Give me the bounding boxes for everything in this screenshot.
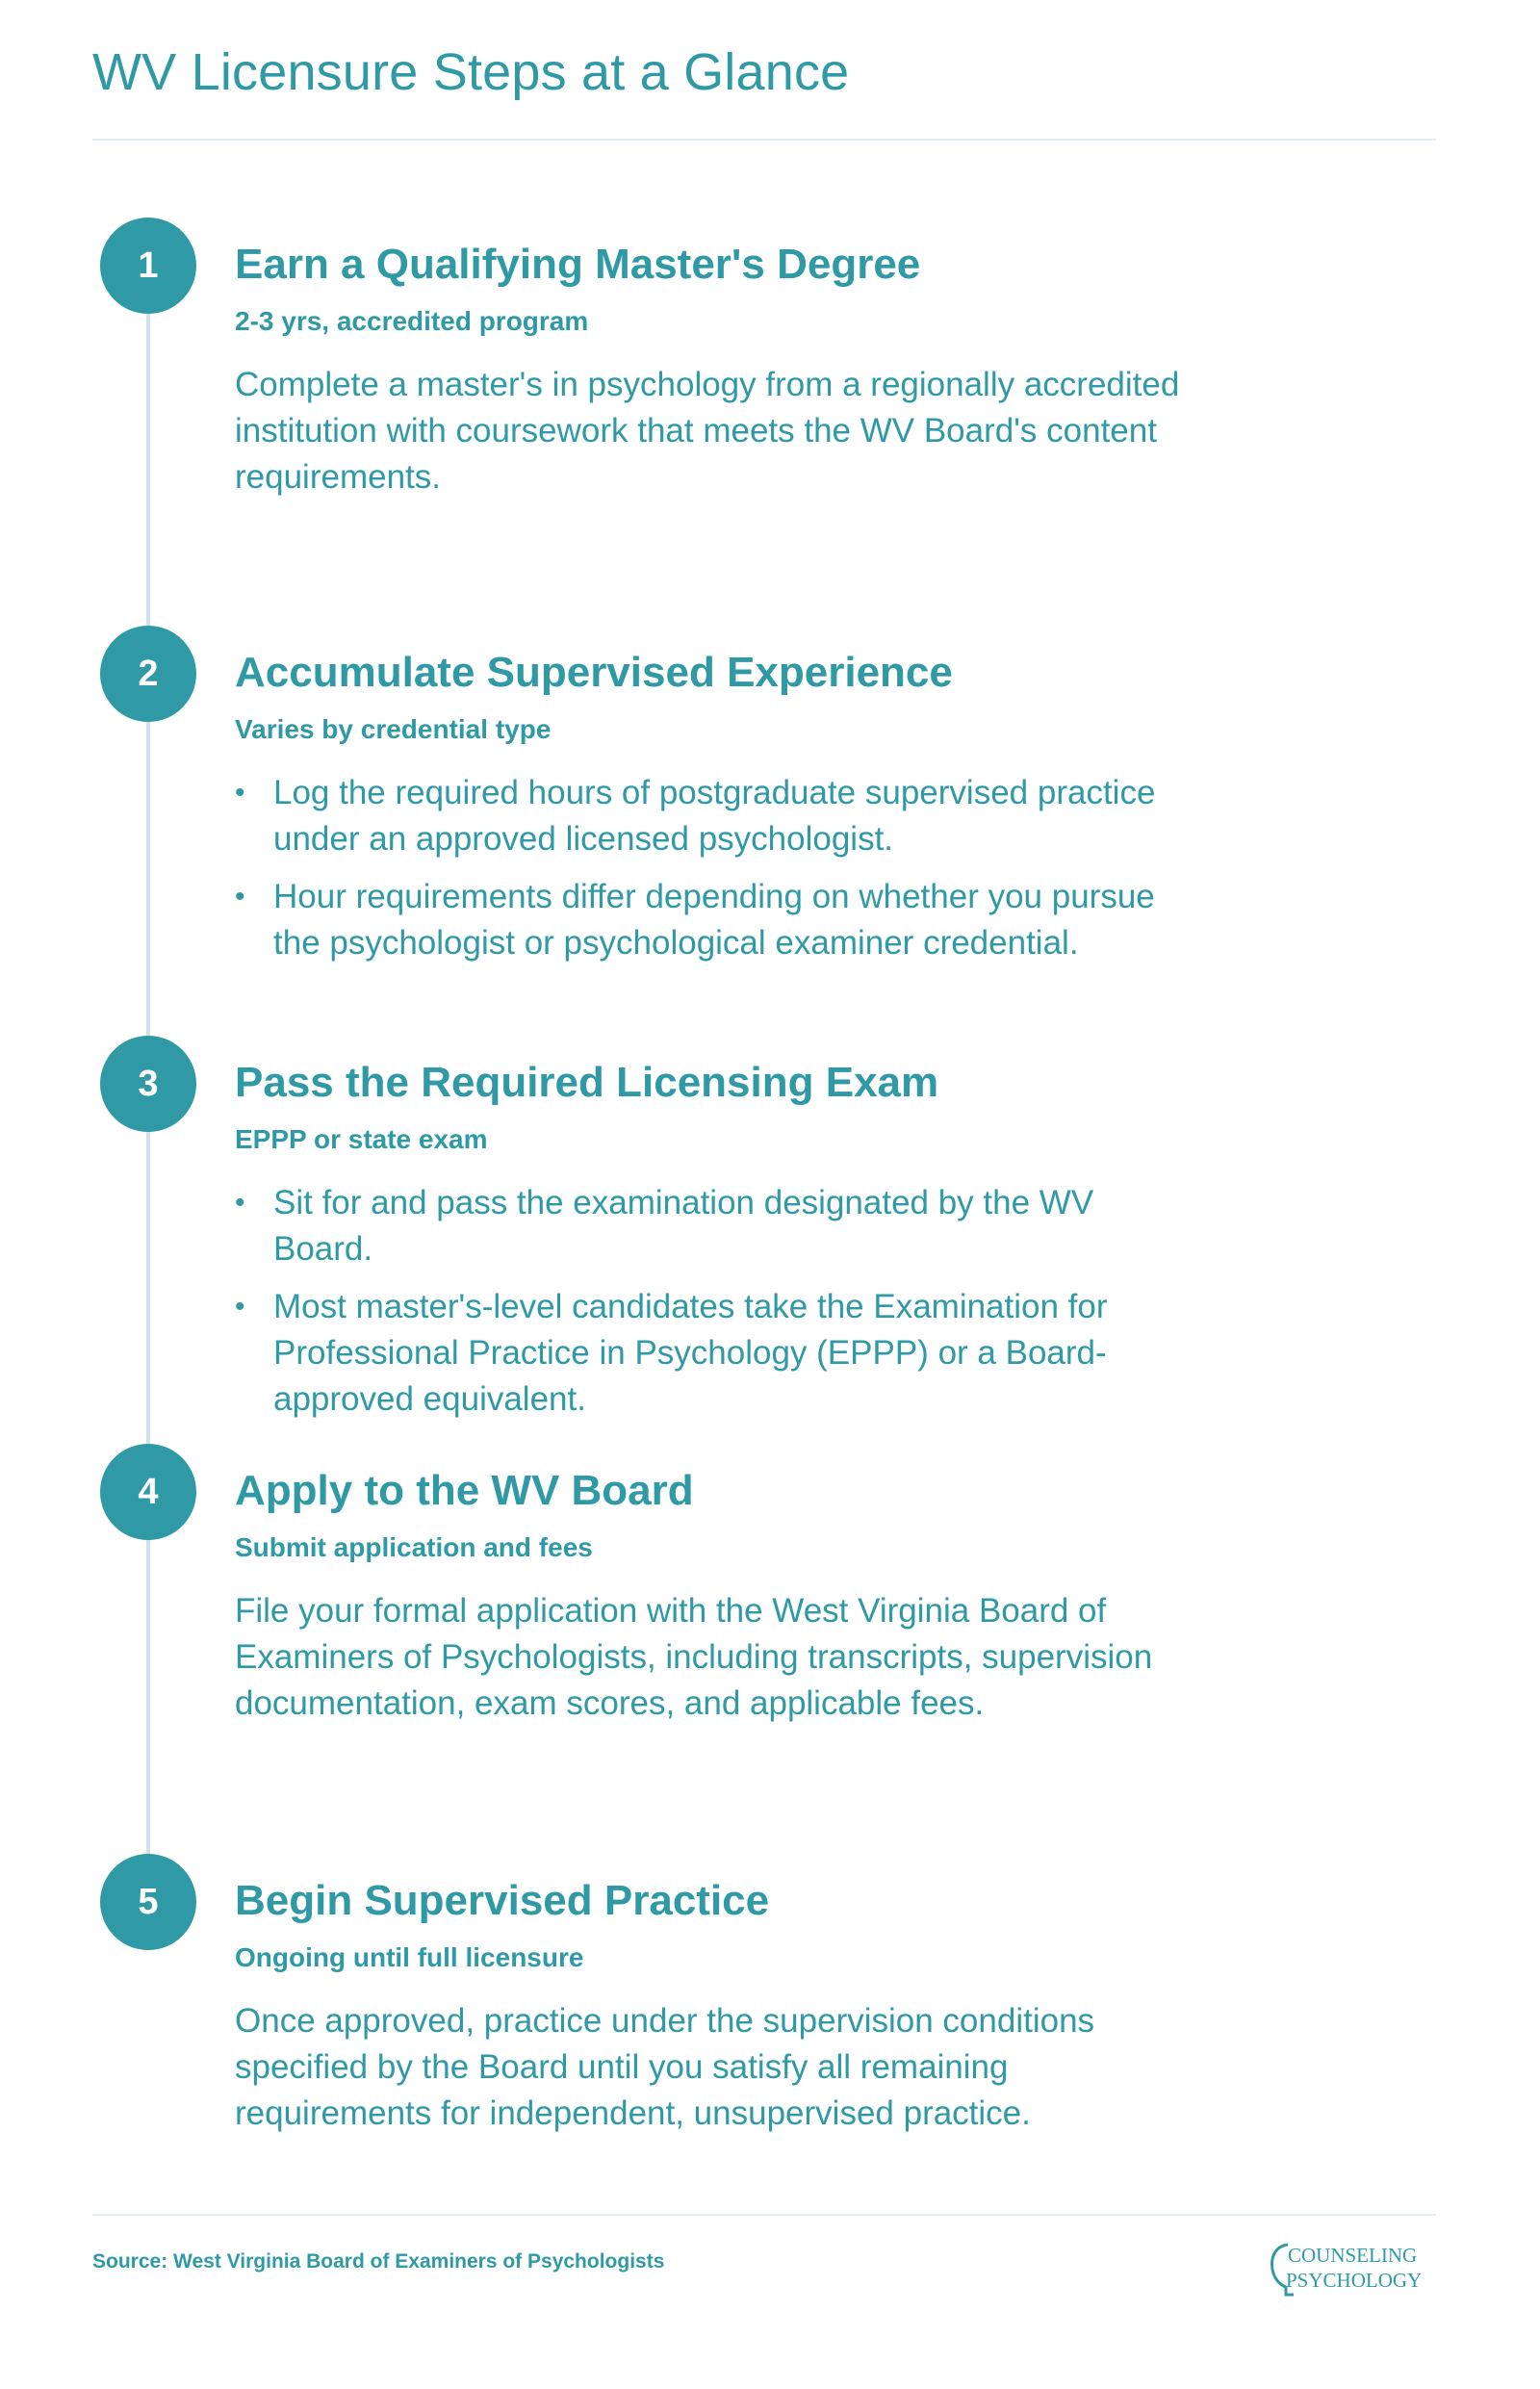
- list-item-text: Log the required hours of postgraduate supervised practice under an approved licensed psychologist.: [273, 774, 1156, 858]
- step-number-badge: 5: [100, 1854, 196, 1950]
- list-item-text: Most master's-level candidates take the Examination for Professional Practice in Psychology (EPPP) or a Board-approved equivalent.: [273, 1288, 1108, 1418]
- list-item: [235, 1284, 1197, 1423]
- step-number-badge: 4: [100, 1444, 196, 1540]
- step-title: Earn a Qualifying Master's Degree: [235, 241, 921, 288]
- step-subtitle: Varies by credential type: [235, 714, 552, 744]
- step-subtitle: Submit application and fees: [235, 1532, 593, 1562]
- logo-text-counseling: COUNSELING: [1288, 2244, 1418, 2267]
- step-title: Pass the Required Licensing Exam: [235, 1059, 939, 1106]
- step-title: Begin Supervised Practice: [235, 1877, 770, 1924]
- step-bullet-list: [235, 1180, 1197, 1434]
- step-number-badge: 3: [100, 1036, 196, 1132]
- step-subtitle: 2-3 yrs, accredited program: [235, 306, 589, 336]
- bullet-icon: •: [235, 1291, 245, 1323]
- bullet-icon: •: [235, 1187, 245, 1219]
- step-title: Apply to the WV Board: [235, 1467, 694, 1514]
- step-description: Complete a master's in psychology from a regionally accredited institution with coursework that meets the WV Board's content requirements.: [235, 366, 1180, 496]
- source-citation: Source: West Virginia Board of Examiners of Psychologists: [92, 2250, 665, 2273]
- list-item-text: Hour requirements differ depending on whether you pursue the psychologist or psychological examiner credential.: [273, 878, 1155, 962]
- step-description: File your formal application with the West Virginia Board of Examiners of Psychologists, including transcripts, supervision documentation, exam scores, and applicable fees.: [235, 1592, 1153, 1722]
- list-item: [235, 770, 1197, 862]
- list-item: [235, 1180, 1197, 1272]
- header-divider: [92, 139, 1436, 141]
- bullet-icon: •: [235, 881, 245, 912]
- bullet-icon: •: [235, 777, 245, 809]
- counseling-psychology-logo: [1267, 2237, 1440, 2300]
- step-number-badge: 1: [100, 218, 196, 314]
- logo-text-psychology: PSYCHOLOGY: [1286, 2269, 1423, 2292]
- step-description: Once approved, practice under the supervision conditions specified by the Board until you satisfy all remaining requirements for independent, unsupervised practice.: [235, 2002, 1095, 2132]
- list-item-text: Sit for and pass the examination designated by the WV Board.: [273, 1184, 1094, 1268]
- step-subtitle: Ongoing until full licensure: [235, 1942, 584, 1972]
- list-item: [235, 874, 1197, 966]
- step-bullet-list: [235, 770, 1197, 978]
- step-subtitle: EPPP or state exam: [235, 1124, 488, 1154]
- page-title: WV Licensure Steps at a Glance: [92, 43, 850, 101]
- footer-divider: [92, 2214, 1436, 2216]
- step-number-badge: 2: [100, 626, 196, 722]
- step-title: Accumulate Supervised Experience: [235, 649, 953, 696]
